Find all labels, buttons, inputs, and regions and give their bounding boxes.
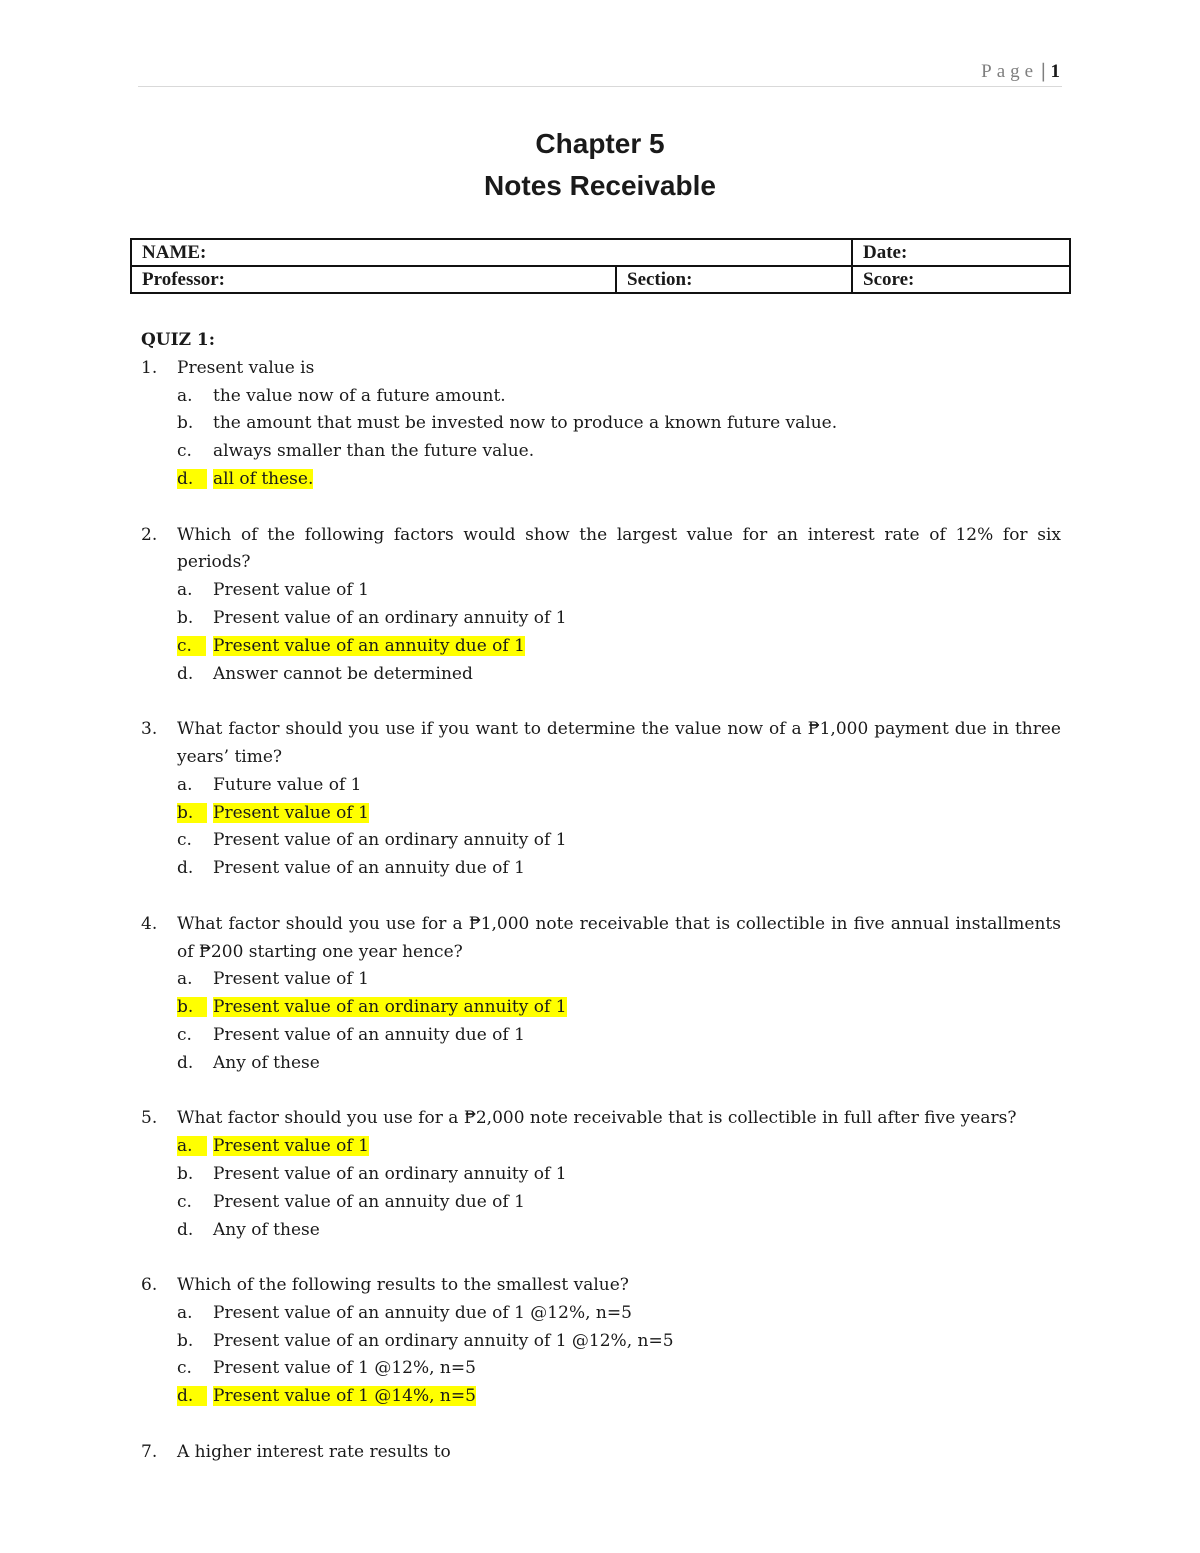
option-letter <box>177 410 213 438</box>
answer-option[interactable] <box>177 772 1061 800</box>
option-letter-text: d. <box>177 1386 207 1406</box>
option-text <box>213 772 1061 800</box>
question-text: Present value is <box>177 357 315 378</box>
option-letter <box>177 1133 213 1161</box>
question-text: Which of the following results to the smallest value? <box>177 1275 629 1296</box>
answer-option[interactable] <box>177 1217 1061 1245</box>
option-letter <box>177 772 213 800</box>
question-text: What factor should you use if you want to determine the value now of a ₱1,000 payment due in three years’ time? <box>177 719 1061 767</box>
option-text <box>213 1161 1061 1189</box>
question <box>141 1272 1061 1411</box>
question <box>141 716 1061 883</box>
option-letter-text: c. <box>177 441 192 462</box>
option-text <box>213 1300 1061 1328</box>
option-text-content: Present value of an annuity due of 1 <box>213 1024 525 1045</box>
option-text <box>213 800 1061 828</box>
option-text <box>213 661 1061 689</box>
option-letter <box>177 1161 213 1189</box>
option-letter-text: c. <box>177 1024 192 1045</box>
question-row <box>141 1272 1061 1300</box>
question-number: 5. <box>141 1108 158 1129</box>
option-letter <box>177 1050 213 1078</box>
option-text-content: Present value of an annuity due of 1 <box>213 1191 525 1212</box>
question-row <box>141 1105 1061 1133</box>
option-text <box>213 827 1061 855</box>
option-letter <box>177 1383 213 1411</box>
option-letter-text: d. <box>177 858 194 879</box>
option-text-content: Present value of an ordinary annuity of 1 <box>213 607 567 628</box>
option-text-content: Any of these <box>213 1052 320 1073</box>
question-row <box>141 522 1061 578</box>
answer-option[interactable] <box>177 1355 1061 1383</box>
option-letter <box>177 1022 213 1050</box>
question-number: 3. <box>141 719 158 740</box>
question-number: 2. <box>141 524 158 545</box>
answer-option-correct[interactable] <box>177 466 1061 494</box>
question-number: 4. <box>141 913 158 934</box>
date-field[interactable]: Date: <box>852 239 1070 266</box>
answer-option[interactable] <box>177 827 1061 855</box>
option-text <box>213 577 1061 605</box>
question-row <box>141 911 1061 967</box>
answer-option-correct[interactable] <box>177 1133 1061 1161</box>
option-text-content: Present value of an ordinary annuity of 1 @12%, n=5 <box>213 1330 674 1351</box>
option-letter <box>177 577 213 605</box>
option-text-content: Future value of 1 <box>213 774 362 795</box>
question <box>141 1439 1061 1467</box>
question-number: 6. <box>141 1275 158 1296</box>
option-text <box>213 1383 1061 1411</box>
question-list <box>141 355 1061 1467</box>
option-text-content: the value now of a future amount. <box>213 385 506 406</box>
option-text-content: Present value of an ordinary annuity of 1 <box>213 1163 567 1184</box>
option-text <box>213 1189 1061 1217</box>
option-letter-text: b. <box>177 413 194 434</box>
option-letter <box>177 1300 213 1328</box>
option-text-content: Present value of 1 @14%, n=5 <box>213 1386 476 1407</box>
option-text <box>213 1355 1061 1383</box>
option-letter <box>177 383 213 411</box>
option-text-content: Present value of an annuity due of 1 @12%, n=5 <box>213 1302 632 1323</box>
option-letter-text: b. <box>177 803 207 823</box>
page-separator: | <box>1040 60 1047 82</box>
option-text <box>213 410 1061 438</box>
option-letter <box>177 605 213 633</box>
quiz-heading: QUIZ 1: <box>141 330 216 350</box>
option-text-content: the amount that must be invested now to produce a known future value. <box>213 413 838 434</box>
chapter-subtitle: Notes Receivable <box>484 170 716 201</box>
option-letter-text: a. <box>177 385 193 406</box>
option-text-content: Present value of 1 <box>213 580 369 601</box>
option-text <box>213 1328 1061 1356</box>
option-letter-text: d. <box>177 1052 194 1073</box>
option-letter-text: a. <box>177 580 193 601</box>
option-text <box>213 438 1061 466</box>
option-text-content: Present value of an annuity due of 1 <box>213 635 525 656</box>
option-letter-text: c. <box>177 1191 192 1212</box>
info-row-name <box>131 239 1070 266</box>
option-text-content: Present value of 1 <box>213 1136 369 1157</box>
question-row <box>141 1439 1061 1467</box>
question-row <box>141 716 1061 772</box>
option-letter-text: d. <box>177 469 207 489</box>
option-letter <box>177 1328 213 1356</box>
answer-option[interactable] <box>177 1161 1061 1189</box>
info-row-professor <box>131 266 1070 293</box>
page-header <box>138 58 1062 87</box>
question <box>141 911 1061 1078</box>
option-letter <box>177 466 213 494</box>
question-row <box>141 355 1061 383</box>
option-letter <box>177 855 213 883</box>
answer-option[interactable] <box>177 661 1061 689</box>
answer-option[interactable] <box>177 1328 1061 1356</box>
question <box>141 1105 1061 1244</box>
option-letter <box>177 438 213 466</box>
option-letter-text: c. <box>177 636 206 656</box>
question <box>141 522 1061 689</box>
option-text <box>213 466 1061 494</box>
quiz-section <box>141 327 1061 1467</box>
question-text: Which of the following factors would show the largest value for an interest rate of 12% for six periods? <box>177 524 1061 573</box>
option-text-content: Present value of 1 <box>213 969 369 990</box>
option-letter <box>177 800 213 828</box>
option-letter-text: b. <box>177 1163 194 1184</box>
option-text-content: Present value of an annuity due of 1 <box>213 858 525 879</box>
option-text <box>213 1022 1061 1050</box>
section-field[interactable]: Section: <box>616 266 852 293</box>
option-text <box>213 605 1061 633</box>
answer-option-correct[interactable] <box>177 800 1061 828</box>
question <box>141 355 1061 494</box>
option-text <box>213 1133 1061 1161</box>
answer-option[interactable] <box>177 966 1061 994</box>
name-field[interactable]: NAME: <box>131 239 852 266</box>
option-letter <box>177 1355 213 1383</box>
question-text: A higher interest rate results to <box>177 1441 451 1462</box>
option-letter-text: b. <box>177 1330 194 1351</box>
answer-option-correct[interactable] <box>177 633 1061 661</box>
option-letter <box>177 1189 213 1217</box>
option-letter-text: a. <box>177 774 193 795</box>
answer-option[interactable] <box>177 1300 1061 1328</box>
option-letter-text: d. <box>177 663 194 684</box>
option-text <box>213 994 1061 1022</box>
option-text <box>213 1217 1061 1245</box>
option-text-content: Present value of an ordinary annuity of 1 <box>213 997 567 1018</box>
option-letter-text: c. <box>177 830 192 851</box>
option-text-content: Present value of an ordinary annuity of 1 <box>213 830 567 851</box>
option-letter-text: b. <box>177 607 194 628</box>
option-letter <box>177 994 213 1022</box>
option-text <box>213 855 1061 883</box>
option-text <box>213 1050 1061 1078</box>
option-text-content: always smaller than the future value. <box>213 441 535 462</box>
option-letter <box>177 1217 213 1245</box>
option-text <box>213 966 1061 994</box>
chapter-title: Chapter 5 <box>535 128 665 159</box>
option-text <box>213 383 1061 411</box>
option-letter-text: d. <box>177 1219 194 1240</box>
answer-option[interactable] <box>177 605 1061 633</box>
answer-option[interactable] <box>177 1022 1061 1050</box>
question-number: 7. <box>141 1441 158 1462</box>
question-text: What factor should you use for a ₱2,000 note receivable that is collectible in full after five years? <box>177 1108 1017 1129</box>
option-letter-text: c. <box>177 1358 192 1379</box>
answer-option[interactable] <box>177 1189 1061 1217</box>
option-text-content: Present value of 1 @12%, n=5 <box>213 1358 476 1379</box>
option-letter-text: a. <box>177 1302 193 1323</box>
option-text <box>213 633 1061 661</box>
option-letter-text: a. <box>177 969 193 990</box>
option-text-content: Answer cannot be determined <box>213 663 473 684</box>
answer-option-correct[interactable] <box>177 1383 1061 1411</box>
answer-option[interactable] <box>177 410 1061 438</box>
option-letter <box>177 633 213 661</box>
option-text-content: Any of these <box>213 1219 320 1240</box>
score-field[interactable]: Score: <box>852 266 1070 293</box>
answer-option[interactable] <box>177 577 1061 605</box>
page-word: Page <box>981 61 1039 82</box>
option-letter-text: a. <box>177 1136 207 1156</box>
option-text-content: all of these. <box>213 468 314 489</box>
answer-option[interactable] <box>177 383 1061 411</box>
page-number-label <box>981 58 1060 85</box>
question-text: What factor should you use for a ₱1,000 note receivable that is collectible in five annual installments of ₱200 starting one year hence? <box>177 913 1061 962</box>
answer-option[interactable] <box>177 438 1061 466</box>
question-number: 1. <box>141 357 158 378</box>
answer-option[interactable] <box>177 1050 1061 1078</box>
professor-field[interactable]: Professor: <box>131 266 616 293</box>
option-letter <box>177 827 213 855</box>
answer-option-correct[interactable] <box>177 994 1061 1022</box>
option-letter <box>177 661 213 689</box>
option-letter-text: b. <box>177 997 207 1017</box>
option-letter <box>177 966 213 994</box>
student-info-table <box>130 238 1071 294</box>
option-text-content: Present value of 1 <box>213 802 369 823</box>
page-number: 1 <box>1050 61 1060 82</box>
answer-option[interactable] <box>177 855 1061 883</box>
